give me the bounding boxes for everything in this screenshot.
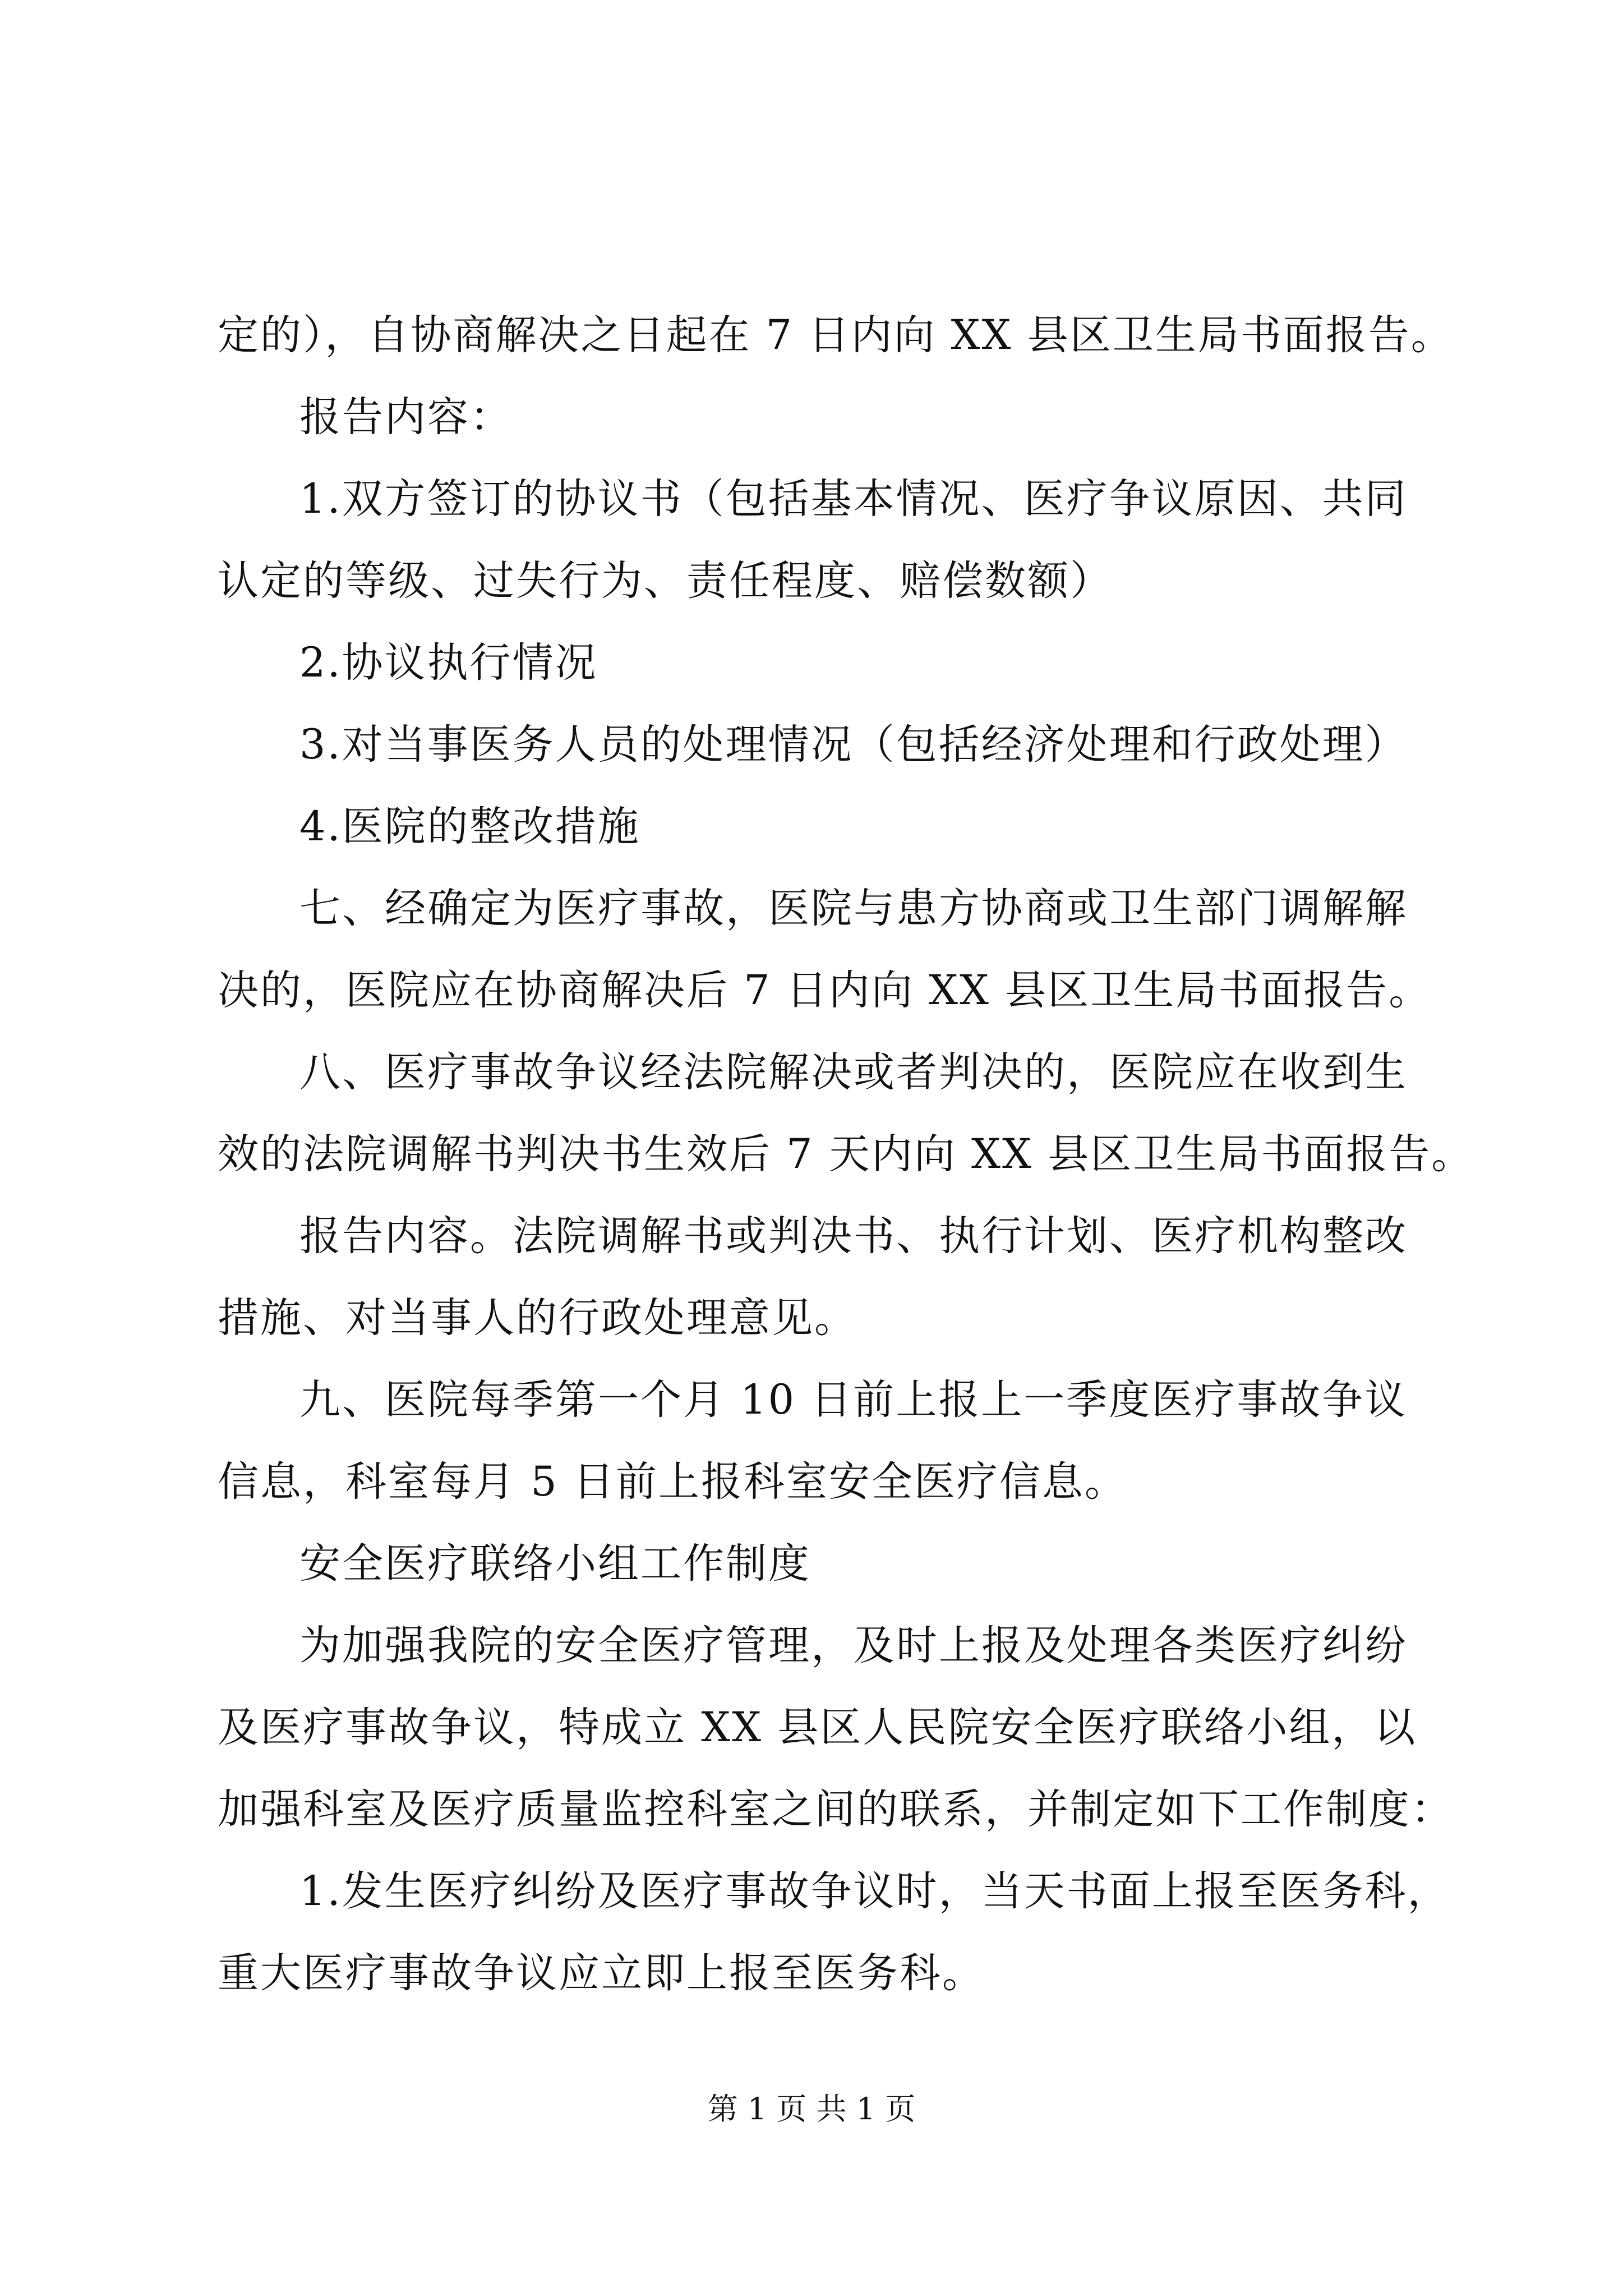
text-line: 1.双方签订的协议书（包括基本情况、医疗争议原因、共同 bbox=[299, 475, 1408, 523]
text-line: 为加强我院的安全医疗管理，及时上报及处理各类医疗纠纷 bbox=[299, 1622, 1408, 1669]
text-line: 3.对当事医务人员的处理情况（包括经济处理和行政处理） bbox=[299, 721, 1408, 769]
text-line: 七、经确定为医疗事故，医院与患方协商或卫生部门调解解 bbox=[299, 885, 1408, 932]
text-line: 重大医疗事故争议应立即上报至医务科。 bbox=[218, 1949, 985, 1997]
text-line: 定的），自协商解决之日起在 7 日内向 XX 县区卫生局书面报告。 bbox=[218, 311, 1454, 359]
text-line: 2.协议执行情况 bbox=[299, 639, 598, 687]
text-line: 九、医院每季第一个月 10 日前上报上一季度医疗事故争议 bbox=[299, 1376, 1408, 1424]
text-line: 及医疗事故争议，特成立 XX 县区人民院安全医疗联络小组，以 bbox=[218, 1704, 1417, 1751]
text-line: 八、医疗事故争议经法院解决或者判决的，医院应在收到生 bbox=[299, 1048, 1408, 1096]
text-line: 认定的等级、过失行为、责任程度、赔偿数额） bbox=[218, 557, 1113, 605]
text-line: 1.发生医疗纠纷及医疗事故争议时，当天书面上报至医务科， bbox=[299, 1867, 1450, 1915]
text-line: 4.医院的整改措施 bbox=[299, 803, 640, 850]
text-line: 效的法院调解书判决书生效后 7 天内向 XX 县区卫生局书面报告。 bbox=[218, 1130, 1474, 1178]
page-footer: 第 1 页 共 1 页 bbox=[707, 2091, 916, 2127]
section-heading: 安全医疗联络小组工作制度 bbox=[299, 1540, 811, 1588]
text-line: 措施、对当事人的行政处理意见。 bbox=[218, 1294, 857, 1342]
text-line: 信息，科室每月 5 日前上报科室安全医疗信息。 bbox=[218, 1458, 1127, 1506]
text-line: 加强科室及医疗质量监控科室之间的联系，并制定如下工作制度： bbox=[218, 1786, 1454, 1833]
text-line: 决的，医院应在协商解决后 7 日内向 XX 县区卫生局书面报告。 bbox=[218, 967, 1432, 1014]
text-line: 报告内容： bbox=[299, 393, 513, 441]
text-line: 报告内容。法院调解书或判决书、执行计划、医疗机构整改 bbox=[299, 1212, 1408, 1260]
